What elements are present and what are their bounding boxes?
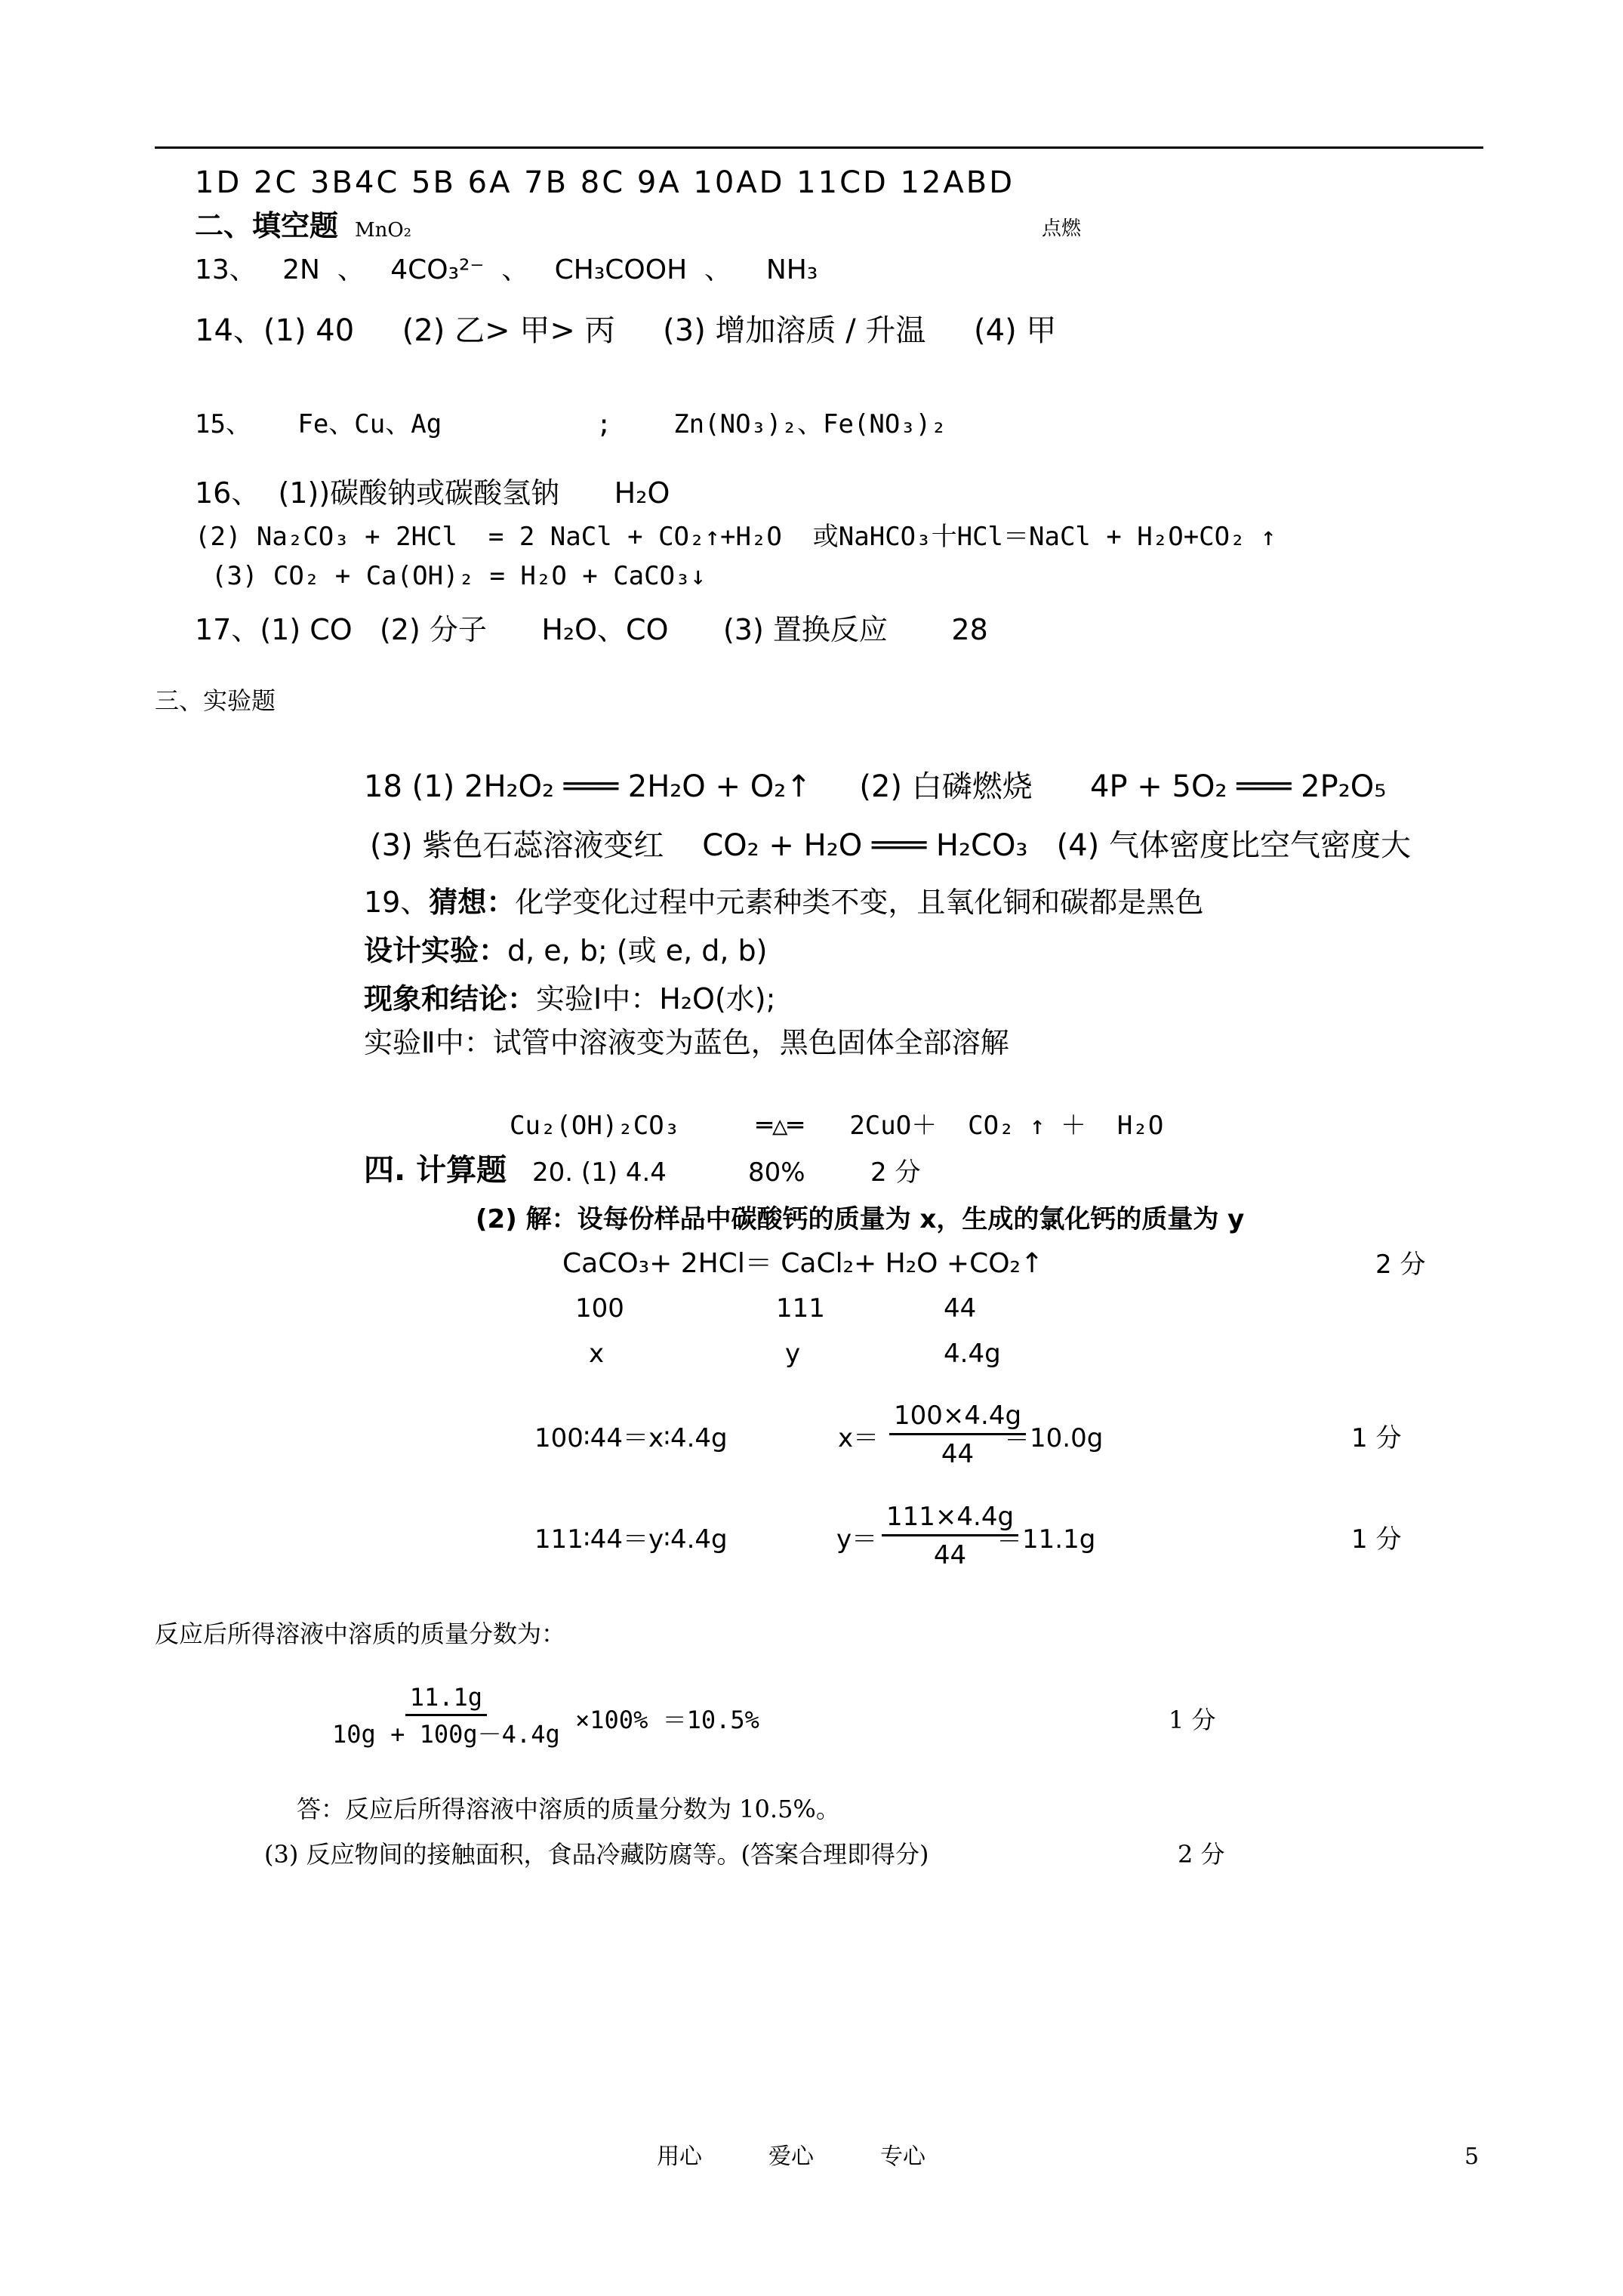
ratio1-result: ＝10.0g	[1004, 1423, 1104, 1453]
q13-answer: 13、 2N 、 4CO₃²⁻ 、 CH₃COOH 、 NH₃	[195, 254, 818, 285]
q17-answer: 17、(1) CO (2) 分子 H₂O、CO (3) 置换反应 28	[195, 613, 988, 646]
q19-prefix: 19、	[364, 886, 430, 919]
q19-guess-label: 猜想：	[429, 886, 516, 919]
section2-title: 二、填空题	[195, 208, 339, 242]
q16-part1: 16、 (1))碳酸钠或碳酸氢钠 H₂O	[195, 476, 670, 510]
ratio1-x-label: x＝	[838, 1423, 879, 1453]
q15-answer: 15、 Fe、Cu、Ag ; Zn(NO₃)₂、Fe(NO₃)₂	[195, 409, 947, 439]
mass-fraction-intro: 反应后所得溶液中溶质的质量分数为：	[155, 1620, 566, 1648]
q16-part2: (2) Na₂CO₃ + 2HCl = 2 NaCl + CO₂↑+H₂O 或NaHCO₃十HCl＝NaCl + H₂O+CO₂ ↑	[195, 522, 1277, 552]
ratio2-numerator: 111×4.4g	[882, 1504, 1018, 1536]
mass-fraction-score: 1 分	[1169, 1706, 1216, 1734]
ratio1-numerator: 100×4.4g	[889, 1403, 1026, 1435]
calc-equation: CaCO₃+ 2HCl＝ CaCl₂+ H₂O +CO₂↑	[562, 1248, 1044, 1279]
section4-title: 四. 计算题	[364, 1153, 507, 1188]
var-x: x	[589, 1339, 605, 1369]
ratio1-denominator: 44	[941, 1439, 975, 1469]
section3-title: 三、实验题	[155, 686, 276, 715]
mass-fraction-denominator: 10g + 100g－4.4g	[332, 1720, 560, 1749]
q19-design-label: 设计实验：	[364, 934, 508, 967]
q16-part3: (3) CO₂ + Ca(OH)₂ = H₂O + CaCO₃↓	[211, 561, 707, 591]
q18-line2: (3) 紫色石蕊溶液变红 CO₂ + H₂O ═══ H₂CO₃ (4) 气体密度比空气密度大	[370, 828, 1411, 863]
mass-fraction	[332, 1683, 560, 1749]
q19-guess-row	[364, 888, 1203, 917]
mass-caco3: 100	[575, 1293, 624, 1324]
ratio2-left: 111∶44＝y∶4.4g	[534, 1524, 728, 1555]
q19-result-row	[364, 982, 776, 1015]
q20-part2-intro: (2) 解：设每份样品中碳酸钙的质量为 x，生成的氯化钙的质量为 y	[476, 1204, 1245, 1234]
mass-fraction-result: ×100% ＝10.5%	[575, 1706, 759, 1734]
footer-motto-2: 爱心	[768, 2143, 814, 2170]
q19-result-text: 实验Ⅰ中：H₂O(水);	[536, 982, 776, 1015]
ratio2-result: ＝11.1g	[996, 1524, 1096, 1555]
mc-answers: 1D 2C 3B4C 5B 6A 7B 8C 9A 10AD 11CD 12ABD	[195, 165, 1015, 200]
stray-catalyst-label: MnO₂	[355, 219, 412, 242]
ratio2-denominator: 44	[933, 1540, 967, 1570]
header-rule	[155, 146, 1483, 149]
q19-equation: Cu₂(OH)₂CO₃ ═△═ 2CuO＋ CO₂ ↑ ＋ H₂O	[510, 1111, 1164, 1141]
mass-fraction-numerator: 11.1g	[405, 1685, 487, 1716]
footer-motto-1: 用心	[657, 2143, 702, 2170]
q19-design-row	[364, 936, 768, 965]
q20-part3-score: 2 分	[1178, 1840, 1225, 1869]
ratio1-score: 1 分	[1351, 1423, 1402, 1453]
q19-result2: 实验Ⅱ中：试管中溶液变为蓝色，黑色固体全部溶解	[364, 1026, 1009, 1059]
q19-guess-text: 化学变化过程中元素种类不变，且氧化铜和碳都是黑色	[515, 886, 1204, 919]
footer-motto-3: 专心	[880, 2143, 925, 2170]
ratio2-y-label: y＝	[836, 1524, 878, 1555]
q14-answer: 14、(1) 40 (2) 乙> 甲> 丙 (3) 增加溶质 / 升温 (4) 甲	[195, 313, 1057, 348]
calc-equation-score: 2 分	[1375, 1250, 1426, 1280]
page-number: 5	[1464, 2143, 1480, 2170]
mass-co2: 44	[944, 1293, 977, 1324]
q19-design-text: d, e, b; (或 e, d, b)	[507, 934, 768, 967]
var-y: y	[785, 1339, 801, 1369]
mass-cacl2: 111	[776, 1293, 825, 1324]
var-co2-mass: 4.4g	[944, 1339, 1001, 1369]
q18-line1: 18 (1) 2H₂O₂ ═══ 2H₂O + O₂↑ (2) 白磷燃烧 4P + 5O₂ ═══ 2P₂O₅	[364, 769, 1387, 804]
stray-ignite-label: 点燃	[1042, 217, 1082, 240]
ratio2-score: 1 分	[1351, 1524, 1402, 1555]
q20-part1: 20. (1) 4.4 80% 2 分	[532, 1157, 921, 1188]
q20-part3: (3) 反应物间的接触面积，食品冷藏防腐等。(答案合理即得分)	[264, 1840, 929, 1869]
final-answer: 答：反应后所得溶液中溶质的质量分数为 10.5%。	[297, 1795, 840, 1823]
q19-result-label: 现象和结论：	[364, 982, 537, 1015]
ratio1-left: 100∶44＝x∶4.4g	[534, 1423, 728, 1453]
